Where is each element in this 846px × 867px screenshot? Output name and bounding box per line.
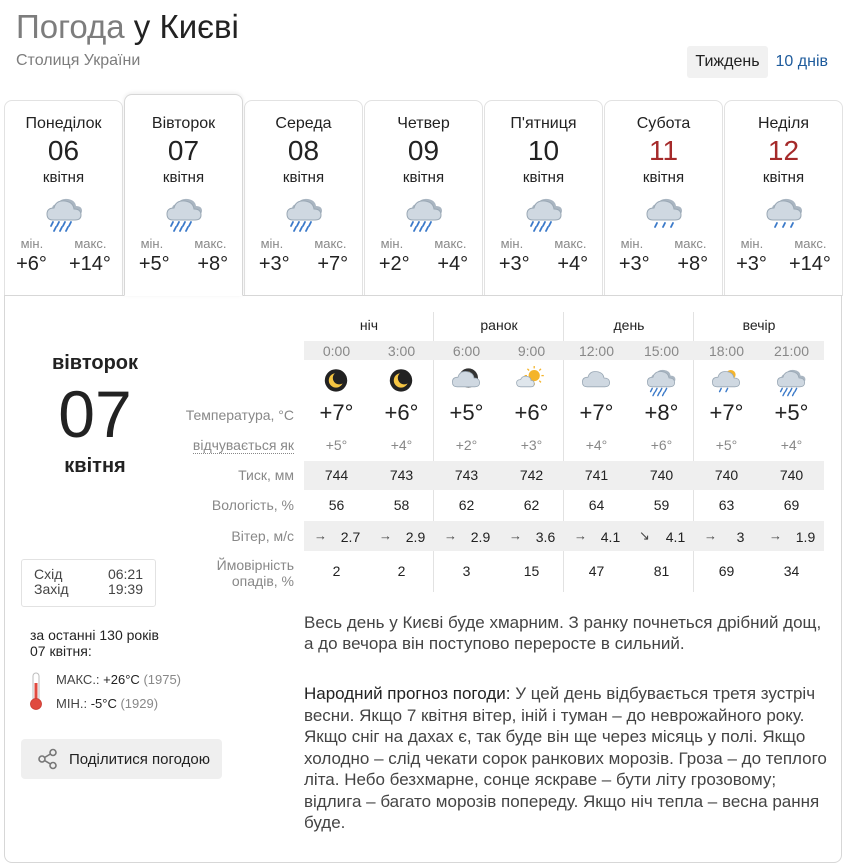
folk-forecast-text: У цей день відбувається третя зустріч весни. Якщо 7 квітня вітер, іній і туман – до неврожайного року. Якщо сніг на дахах є, так буде він ще через місяць у полі. Якщо холодно – слід чекати сорок ранкових морозів. Гроза – до теплого літа. Небо безхмарне, сонце яскраве – бути літу грозовому; відлига – багато морозів попереду. Якщо ніч тепла – весна рання буде. <box>304 684 827 832</box>
max-temp: +8° <box>197 253 229 275</box>
moon-cloud-icon <box>318 366 354 398</box>
min-temp: +5° <box>138 253 170 275</box>
day-card[interactable] <box>364 100 483 296</box>
moon-cloud-icon <box>383 366 419 398</box>
precip-value: 69 <box>718 563 735 579</box>
day-cards <box>4 100 842 296</box>
share-icon <box>37 748 59 770</box>
day-name: Субота <box>636 115 691 132</box>
sunset-time: 19:39 <box>107 581 143 597</box>
temperature-value: +7° <box>579 400 614 425</box>
min-label: мін. <box>20 236 44 251</box>
day-card[interactable] <box>244 100 363 296</box>
max-label: макс. <box>314 236 347 251</box>
pressure-label: Тиск, мм <box>238 467 294 483</box>
hour-label: 0:00 <box>322 343 351 359</box>
temperature-label: Температура, °C <box>185 407 294 423</box>
min-temp: +3° <box>258 253 290 275</box>
wind-direction-icon: → <box>314 528 327 543</box>
hour-label: 3:00 <box>387 343 416 359</box>
day-name: П'ятниця <box>510 115 577 132</box>
precip-value: 34 <box>783 563 800 579</box>
pressure-value: 740 <box>649 467 674 483</box>
sunrise-time: 06:21 <box>107 566 143 582</box>
thermometer-icon <box>28 671 44 711</box>
min-label: мін. <box>380 236 404 251</box>
humidity-value: 58 <box>393 497 410 513</box>
wind-direction-icon: → <box>509 528 522 543</box>
sun-rain-cloud-icon <box>708 366 744 398</box>
wind-value: 4.1 <box>600 529 621 545</box>
wind-direction-icon: → <box>444 528 457 543</box>
wind-value: 1.9 <box>795 529 816 545</box>
period-label: ніч <box>359 317 379 333</box>
temperature-value: +8° <box>644 400 679 425</box>
rain-cloud-icon <box>773 366 809 398</box>
light-rain-cloud-icon <box>761 194 807 234</box>
humidity-value: 69 <box>783 497 800 513</box>
wind-value: 3.6 <box>535 529 556 545</box>
history-max <box>56 668 181 692</box>
min-label: мін. <box>740 236 764 251</box>
max-temp: +14° <box>789 253 831 275</box>
temperature-value: +6° <box>514 400 549 425</box>
weather-description: Весь день у Києві буде хмарним. З ранку почнеться дрібний дощ, а до вечора він поступово переросте в сильний. <box>304 613 822 653</box>
day-card[interactable] <box>4 100 123 296</box>
max-label: макс. <box>674 236 707 251</box>
humidity-value: 59 <box>653 497 670 513</box>
folk-forecast-label: Народний прогноз погоди: <box>304 684 511 703</box>
pressure-value: 743 <box>454 467 479 483</box>
hour-label: 15:00 <box>643 343 680 359</box>
history-max-value: +26°C <box>103 672 140 687</box>
min-label: мін. <box>620 236 644 251</box>
rain-cloud-icon <box>281 194 327 234</box>
day-card[interactable] <box>724 100 843 296</box>
precip-value: 2 <box>397 563 406 579</box>
day-month: квітня <box>762 169 805 186</box>
temperature-value: +6° <box>384 400 419 425</box>
max-temp: +4° <box>557 253 589 275</box>
min-temp: +3° <box>736 253 767 275</box>
feels-like-value: +4° <box>780 437 803 453</box>
history-title-line-1: за останні 130 років <box>30 627 159 643</box>
pressure-value: 741 <box>584 467 609 483</box>
wind-direction-icon: ↘ <box>639 528 650 543</box>
precip-value: 2 <box>332 563 341 579</box>
feels-like-value: +6° <box>650 437 673 453</box>
hour-label: 9:00 <box>517 343 546 359</box>
wind-label: Вітер, м/с <box>231 528 294 544</box>
detail-month: квітня <box>64 455 126 477</box>
pressure-value: 740 <box>714 467 739 483</box>
max-temp: +7° <box>317 253 349 275</box>
wind-value: 2.9 <box>470 529 491 545</box>
max-label: макс. <box>794 236 827 251</box>
min-temp: +3° <box>498 253 530 275</box>
period-label: ранок <box>480 317 518 333</box>
day-card[interactable] <box>124 94 243 296</box>
min-label: мін. <box>140 236 164 251</box>
max-temp: +4° <box>437 253 469 275</box>
rain-cloud-icon <box>401 194 447 234</box>
day-number: 06 <box>47 135 80 166</box>
light-rain-cloud-icon <box>641 194 687 234</box>
humidity-value: 64 <box>588 497 605 513</box>
precip-label-line-1: Ймовірність <box>216 557 294 573</box>
temperature-value: +7° <box>709 400 744 425</box>
history-records <box>56 668 181 716</box>
feels-like-value: +5° <box>715 437 738 453</box>
wind-value: 2.9 <box>405 529 426 545</box>
title-city: у Києві <box>133 8 239 45</box>
wind-value: 3 <box>736 529 745 545</box>
feels-like-value: +4° <box>390 437 413 453</box>
day-name: Вівторок <box>151 115 216 132</box>
day-name: Четвер <box>397 115 450 132</box>
temperature-value: +5° <box>774 400 809 425</box>
rain-cloud-icon <box>161 194 207 234</box>
humidity-value: 62 <box>523 497 540 513</box>
tab-10-days[interactable]: 10 днів <box>775 53 828 70</box>
feels-like-value: +2° <box>455 437 478 453</box>
day-number: 09 <box>407 135 440 166</box>
feels-like-value: +4° <box>585 437 608 453</box>
history-min <box>56 692 181 716</box>
precip-value: 47 <box>588 563 605 579</box>
wind-direction-icon: → <box>769 528 782 543</box>
wind-direction-icon: → <box>574 528 587 543</box>
hour-label: 6:00 <box>452 343 481 359</box>
day-month: квітня <box>42 169 85 186</box>
min-temp: +3° <box>618 253 650 275</box>
pressure-value: 740 <box>779 467 804 483</box>
history-max-label: МАКС.: <box>56 672 100 687</box>
pressure-value: 743 <box>389 467 414 483</box>
day-number: 10 <box>527 135 560 166</box>
history-title <box>30 627 159 659</box>
day-name: Середа <box>275 115 332 132</box>
humidity-label: Вологість, % <box>211 497 294 513</box>
min-label: мін. <box>260 236 284 251</box>
day-card[interactable] <box>484 100 603 296</box>
min-temp: +2° <box>378 253 410 275</box>
max-label: макс. <box>554 236 587 251</box>
sun-times <box>21 559 156 607</box>
humidity-value: 56 <box>328 497 345 513</box>
rain-cloud-icon <box>643 366 679 398</box>
precip-label-line-2: опадів, % <box>231 573 294 589</box>
history-title-line-2: 07 квітня: <box>30 643 92 659</box>
day-month: квітня <box>642 169 685 186</box>
day-number: 12 <box>767 135 800 166</box>
sunset-label: Захід <box>34 581 69 597</box>
min-label: мін. <box>500 236 524 251</box>
humidity-value: 63 <box>718 497 735 513</box>
page-title <box>16 8 239 46</box>
wind-value: 2.7 <box>340 529 361 545</box>
precip-label <box>150 557 294 589</box>
hour-label: 18:00 <box>708 343 745 359</box>
max-label: макс. <box>74 236 107 251</box>
wind-value: 4.1 <box>665 529 686 545</box>
day-number: 07 <box>167 135 200 166</box>
day-month: квітня <box>522 169 565 186</box>
precip-value: 15 <box>523 563 540 579</box>
pressure-value: 744 <box>324 467 349 483</box>
detail-day-number: 07 <box>58 377 132 451</box>
day-month: квітня <box>282 169 325 186</box>
period-label: день <box>613 317 645 333</box>
min-temp: +6° <box>16 253 47 275</box>
day-number: 11 <box>648 135 679 166</box>
history-min-value: -5°C <box>90 696 117 711</box>
precip-value: 3 <box>462 563 471 579</box>
history-min-year: (1929) <box>120 696 159 711</box>
precip-value: 81 <box>653 563 670 579</box>
day-name: Понеділок <box>25 115 102 132</box>
folk-forecast <box>304 683 828 834</box>
cloud-icon <box>578 366 614 398</box>
day-card[interactable] <box>604 100 723 296</box>
wind-direction-icon: → <box>704 528 717 543</box>
max-temp: +8° <box>677 253 709 275</box>
day-number: 08 <box>287 135 320 166</box>
sun-cloud-icon <box>513 366 549 398</box>
day-month: квітня <box>402 169 445 186</box>
feels-like-value: +3° <box>520 437 543 453</box>
feels-like-value: +5° <box>325 437 348 453</box>
share-label: Поділитися погодою <box>69 750 211 768</box>
history-max-year: (1975) <box>143 672 182 687</box>
day-name: Неділя <box>758 115 809 132</box>
day-month: квітня <box>162 169 205 186</box>
hour-label: 12:00 <box>578 343 615 359</box>
share-button[interactable] <box>21 739 222 779</box>
feels-like-label[interactable] <box>150 437 294 453</box>
rain-cloud-icon <box>521 194 567 234</box>
detail-day-name: вівторок <box>51 352 139 374</box>
wind-direction-icon: → <box>379 528 392 543</box>
humidity-value: 62 <box>458 497 475 513</box>
temperature-value: +7° <box>319 400 354 425</box>
title-prefix: Погода <box>16 8 125 45</box>
pressure-value: 742 <box>519 467 544 483</box>
period-label: вечір <box>742 317 776 333</box>
tab-week[interactable]: Тиждень <box>687 46 767 78</box>
range-tabs <box>687 46 836 78</box>
night-cloud-icon <box>448 366 484 398</box>
max-label: макс. <box>434 236 467 251</box>
rain-cloud-icon <box>41 194 87 234</box>
hour-label: 21:00 <box>773 343 810 359</box>
feels-like-text: відчувається як <box>192 437 294 453</box>
temperature-value: +5° <box>449 400 484 425</box>
max-label: макс. <box>194 236 227 251</box>
history-min-label: МІН.: <box>56 696 88 711</box>
sunrise-label: Схід <box>34 566 63 582</box>
max-temp: +14° <box>69 253 111 275</box>
page-subtitle: Столиця України <box>16 52 141 69</box>
